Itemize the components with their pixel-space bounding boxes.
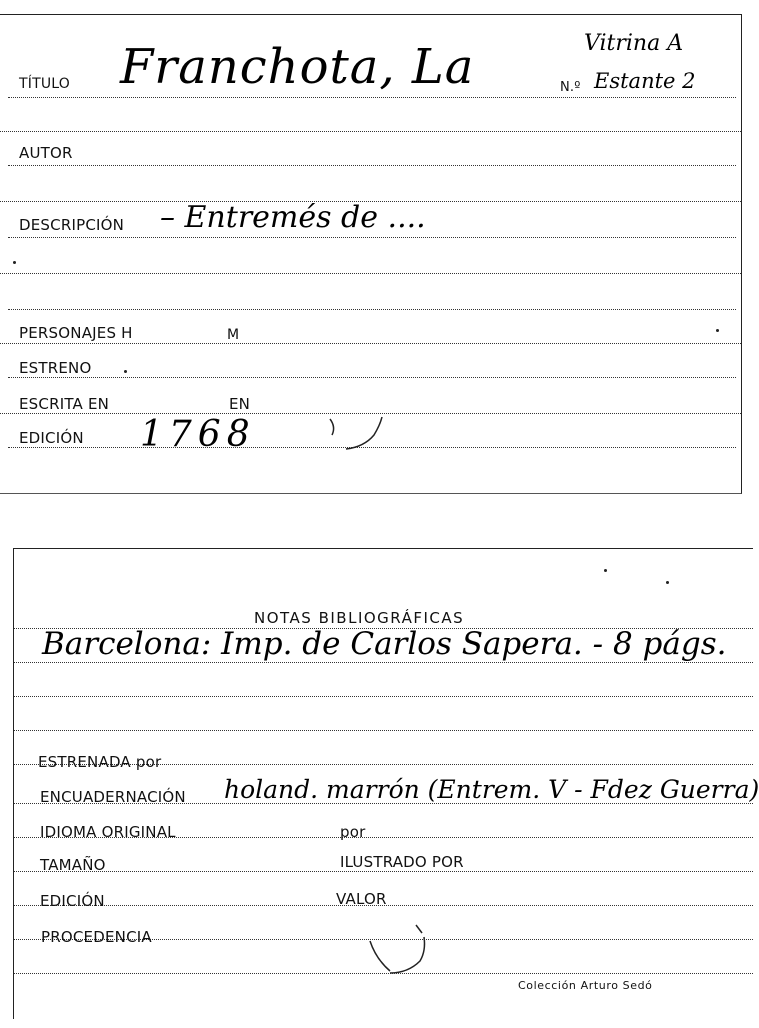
handwritten-edicion-year: 1768 [140,414,256,455]
label-procedencia: PROCEDENCIA [41,928,152,946]
label-descripcion: DESCRIPCIÓN [19,216,125,234]
rule-line [0,131,741,132]
handwritten-notes: Barcelona: Imp. de Carlos Sapera. - 8 págs. [42,626,727,662]
rule-line [14,662,753,663]
rule-line [8,97,736,98]
label-estreno: ESTRENO [19,359,92,377]
label-personajes-h: PERSONAJES H [19,324,133,342]
label-edicion-back: EDICIÓN [40,892,105,910]
label-encuadernacion: ENCUADERNACIÓN [40,788,186,806]
label-titulo: TÍTULO [19,76,70,92]
ink-speck [604,569,607,572]
rule-line [8,237,736,238]
rule-line [14,730,753,731]
label-idioma-original: IDIOMA ORIGINAL [40,823,176,841]
collection-stamp: Colección Arturo Sedó [518,979,653,992]
label-tamano: TAMAÑO [40,856,106,874]
rule-line [0,343,741,344]
label-por: por [340,823,366,841]
rule-line [8,309,736,310]
label-autor: AUTOR [19,144,73,162]
notas-bibliograficas-heading: NOTAS BIBLIOGRÁFICAS [254,609,465,627]
handwritten-estante: Estante 2 [594,69,696,93]
label-ilustrado-por: ILUSTRADO POR [340,853,464,871]
handwritten-title: Franchota, La [120,39,475,95]
rule-line [14,696,753,697]
rule-line [0,273,741,274]
label-valor: VALOR [336,890,387,908]
label-estrenada-por: ESTRENADA por [38,753,162,771]
ink-speck [124,370,127,373]
catalog-card-back [13,548,759,1019]
label-escrita-en: ESCRITA EN [19,395,110,413]
ink-speck [13,261,16,264]
handwritten-encuadernacion: holand. marrón (Entrem. V - Fdez Guerra) [224,775,759,804]
catalog-card-front [0,14,742,494]
ink-speck [666,581,669,584]
punch-hole-mark [326,413,386,453]
handwritten-descripcion: – Entremés de .... [160,200,426,235]
rule-line [14,871,753,872]
label-numero: N.º [560,80,581,95]
label-edicion: EDICIÓN [19,429,84,447]
rule-line [8,165,736,166]
punch-hole-mark [364,921,434,981]
handwritten-vitrina: Vitrina A [584,31,684,56]
ink-speck [716,329,719,332]
label-m: M [227,327,240,343]
rule-line [8,377,736,378]
label-en: EN [229,395,251,413]
